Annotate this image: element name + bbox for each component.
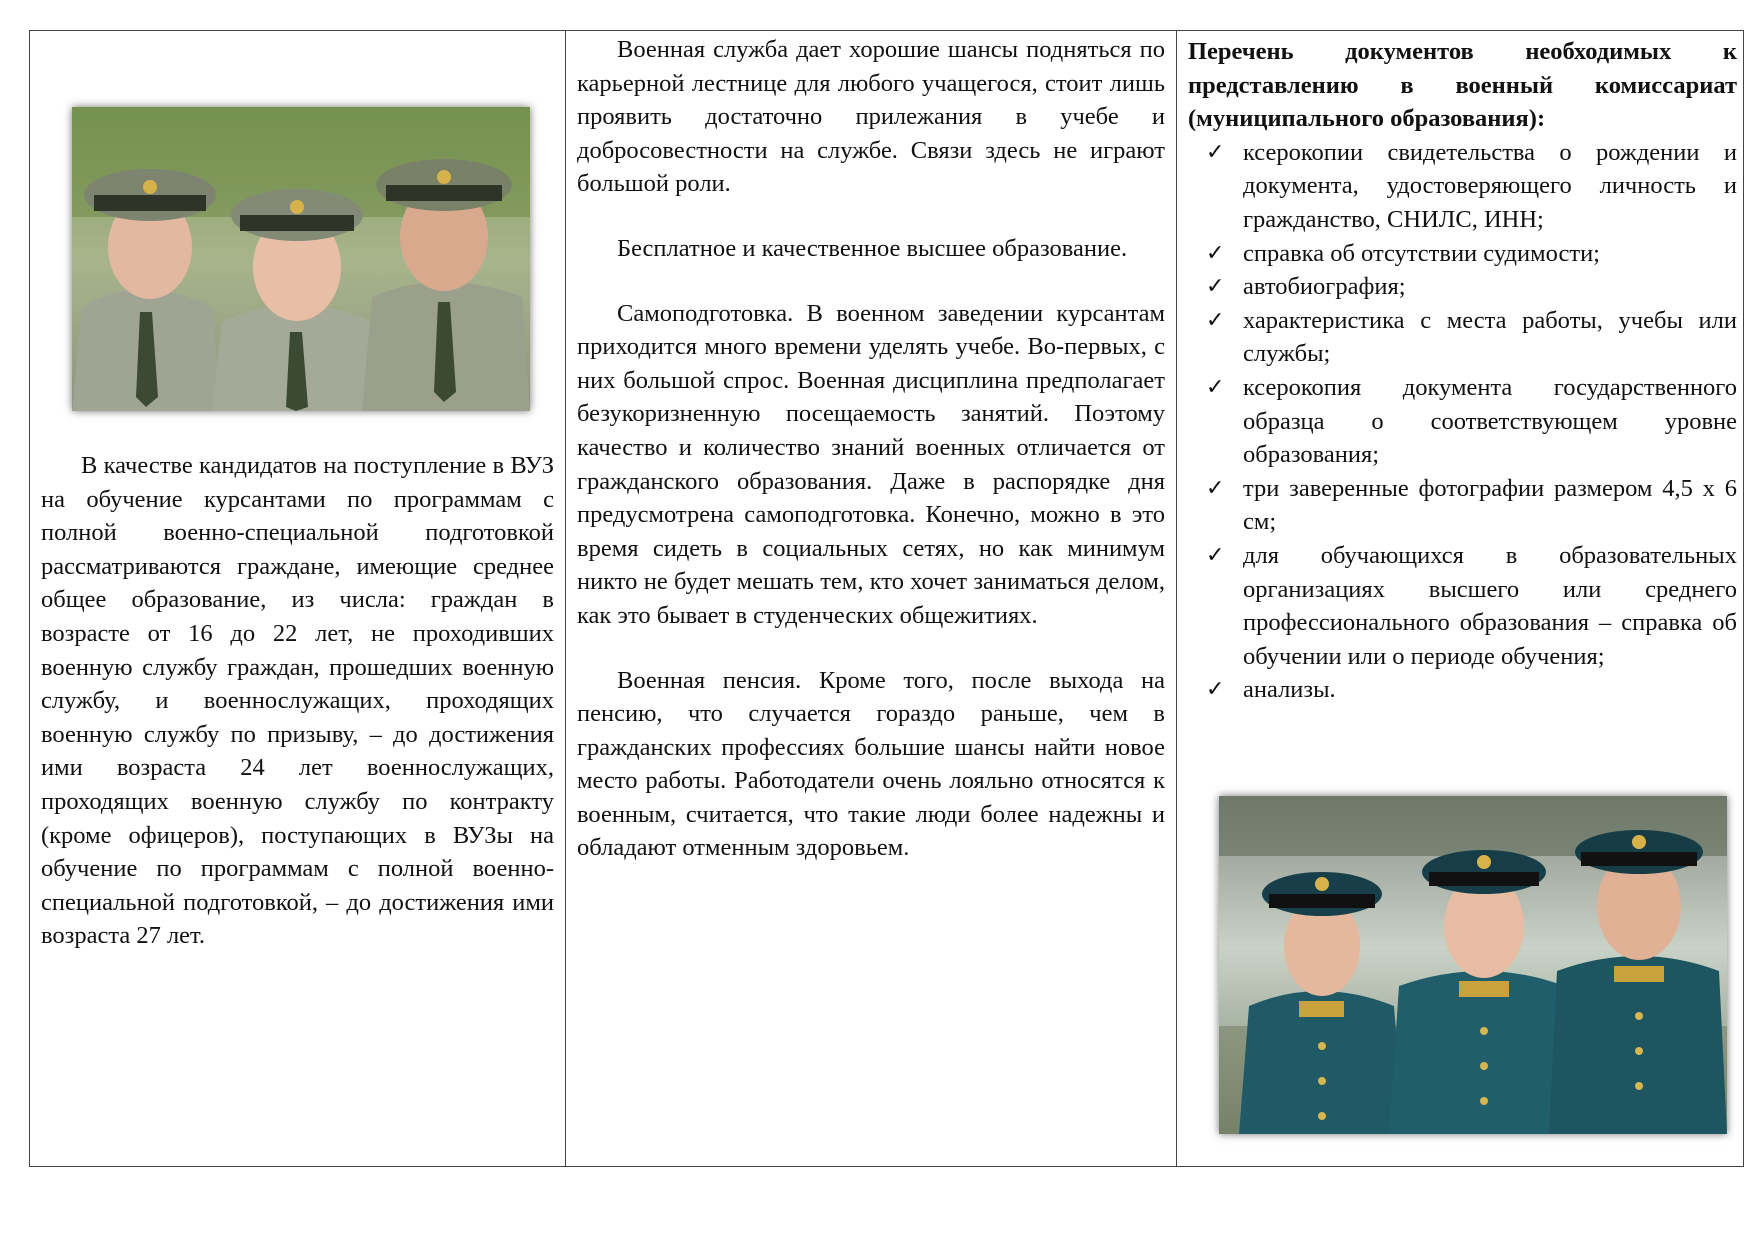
list-item: ✓ ксерокопии свидетельства о рождении и документа, удостоверяющего личность и гражданство, СНИЛС, ИНН; [1188,136,1737,237]
checkmark-icon: ✓ [1206,240,1225,266]
checkmark-icon: ✓ [1206,475,1225,501]
pension-paragraph: Военная пенсия. Кроме того, после выхода на пенсию, что случается гораздо раньше, чем в гражданских профессиях большие шансы найти новое место работы. Работодатели очень лояльно относятся к военным, считается, что такие люди более надежны и обладают отменным здоровьем. [577,666,1165,862]
checkmark-icon: ✓ [1206,307,1225,333]
documents-heading: Перечень документов необходимых к представлению в военный комиссариат (муниципального образования): [1188,38,1737,133]
cadets-photo-icon [72,107,530,411]
self-study-paragraph: Самоподготовка. В военном заведении курсантам приходится много времени уделять учебе. Во-первых, с них большой спрос. Военная дисциплина предполагает безукоризненную посещаемость занятий. Поэтому качество и количество знаний военных отличается от гражданского образования. Даже в распорядке дня предусмотрена самоподготовка. Конечно, можно в это время сидеть в социальных сетях, но как минимум никто не будет мешать тем, кто хочет заниматься делом, как это бывает в студенческих общежитиях. [577,299,1165,629]
column-left-text [41,449,554,953]
documents-list [1188,136,1737,707]
checkmark-icon: ✓ [1206,274,1225,300]
list-item: ✓ три заверенные фотографии размером 4,5 х 6 см; [1188,472,1737,539]
photo-cadets-in-parade-uniform [1219,796,1727,1134]
list-item: ✓ для обучающихся в образовательных организациях высшего или среднего профессионального образования – справка об обучении или о периоде обучения; [1188,539,1737,673]
free-education-paragraph: Бесплатное и качественное высшее образование. [617,234,1128,262]
career-paragraph: Военная служба дает хорошие шансы подняться по карьерной лестнице для любого учащегося, стоит лишь проявить достаточно прилежания в учебе и добросовестности на службе. Связи здесь не играют большой роли. [577,36,1165,198]
checkmark-icon: ✓ [1206,139,1225,165]
column-left [30,31,566,1166]
checkmark-icon: ✓ [1206,374,1225,400]
checkmark-icon: ✓ [1206,542,1225,568]
list-item: ✓ анализы. [1188,673,1737,707]
list-item: ✓ ксерокопия документа государственного образца о соответствующем уровне образования; [1188,371,1737,472]
column-right [1177,31,1743,1166]
list-item: ✓ характеристика с места работы, учебы или службы; [1188,304,1737,371]
photo-three-cadets [72,107,530,411]
candidates-paragraph: В качестве кандидатов на поступление в ВУЗ на обучение курсантами по программам с полной военно-специальной подготовкой рассматриваются граждане, имеющие среднее общее образование, из числа: граждан в возрасте от 16 до 22 лет, не проходивших военную службу граждан, прошедших военную службу, и военнослужащих, проходящих военную службу по призыву, – до достижения ими возраста 24 лет военнослужащих, проходящих военную службу по контракту (кроме офицеров), поступающих в ВУЗы на обучение по программам с полной военно-специальной подготовкой, – до достижения ими возраста 27 лет. [41,452,554,950]
list-item: ✓ справка об отсутствии судимости; [1188,237,1737,271]
list-item: ✓ автобиография; [1188,270,1737,304]
parade-cadets-photo-icon [1219,796,1727,1134]
brochure-table [29,30,1744,1167]
column-middle [566,31,1177,1166]
checkmark-icon: ✓ [1206,677,1225,703]
